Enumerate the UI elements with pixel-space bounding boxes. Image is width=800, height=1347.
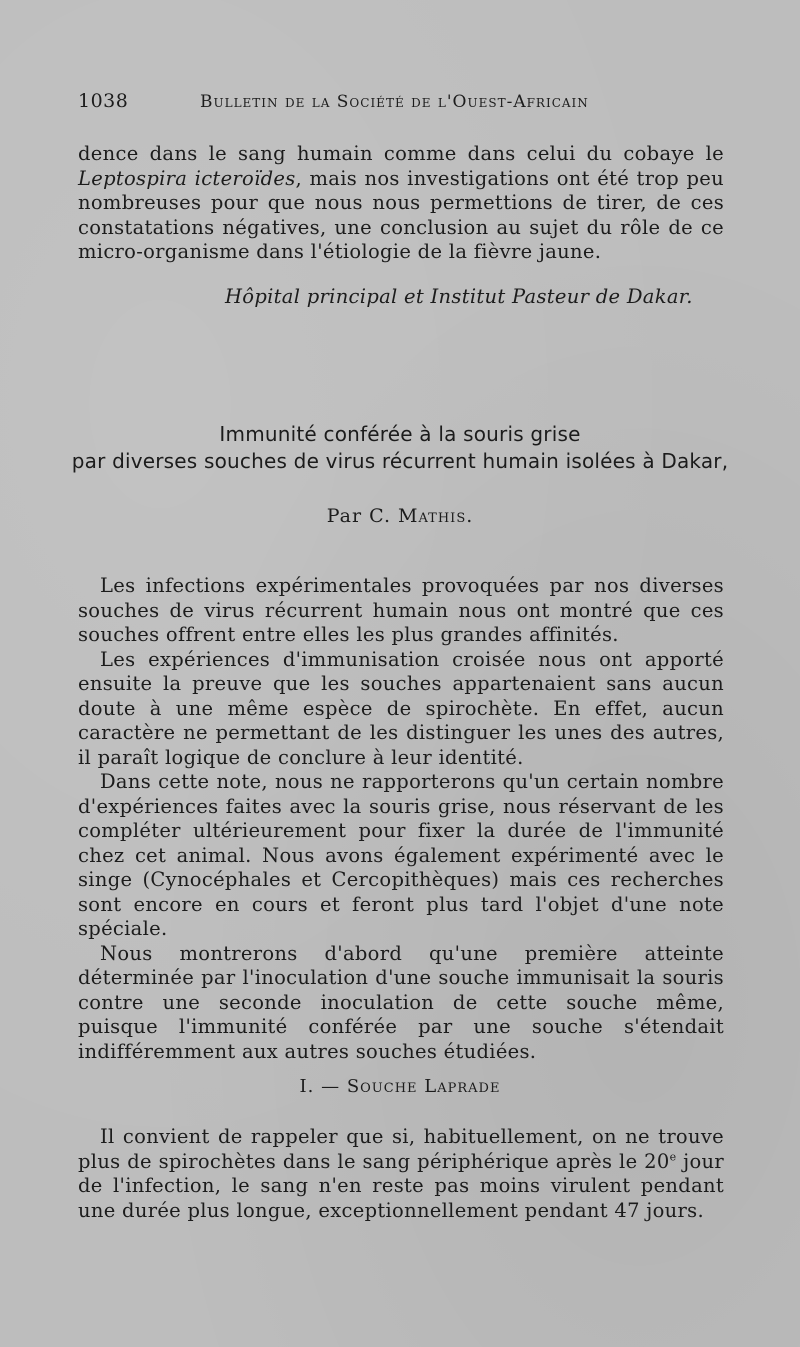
ordinal-superscript: e bbox=[669, 1150, 677, 1163]
continued-paragraph-text bbox=[78, 142, 724, 265]
continued-paragraph bbox=[78, 142, 724, 265]
continued-text-part2: , mais nos investigations ont été trop peu nombreuses pour que nous nous permettions de tirer, de ces constatations négatives, une conclusion au sujet du rôle de ce micro-organisme dans l'étiologie de la fièvre jaune. bbox=[78, 166, 724, 263]
paragraph: Les expériences d'immunisation croisée nous ont apporté ensuite la preuve que les souches appartenaient sans aucun doute à une même espèce de spirochète. En effet, aucun caractère ne permettant de les distinguer les unes des autres, il paraît logique de conclure à leur identité. bbox=[78, 647, 724, 769]
section-body bbox=[78, 1125, 724, 1223]
paragraph: Nous montrerons d'abord qu'une première atteinte déterminée par l'inoculation d'une souche immunisait la souris contre une seconde inoculation de cette souche même, puisque l'immunité conférée par une souche s'étendait indifféremment aux autres souches étudiées. bbox=[78, 941, 724, 1063]
section-text-part2: jour de l'infection, le sang n'en reste pas moins virulent pendant une durée plus longue, exceptionnellement pendant 47 jours. bbox=[78, 1149, 724, 1222]
species-name: Leptospira icteroïdes bbox=[78, 166, 296, 190]
section-paragraph bbox=[78, 1125, 724, 1223]
affiliation: Hôpital principal et Institut Pasteur de Dakar. bbox=[225, 285, 693, 308]
byline bbox=[0, 505, 800, 527]
article-title-line2: par diverses souches de virus récurrent humain isolées à Dakar, bbox=[71, 449, 729, 473]
author-name: Mathis. bbox=[398, 505, 474, 527]
page-number: 1038 bbox=[78, 90, 129, 112]
article-title bbox=[60, 421, 740, 475]
journal-title: Bulletin de la Société de l'Ouest-Africain bbox=[200, 92, 589, 112]
section-heading: I. — Souche Laprade bbox=[299, 1076, 501, 1097]
paragraph: Les infections expérimentales provoquées par nos diverses souches de virus récurrent humain nous ont montré que ces souches offrent entre elles les plus grandes affinités. bbox=[78, 574, 724, 646]
section-text-part1: Il convient de rappeler que si, habituellement, on ne trouve plus de spirochètes dans le sang périphérique après le 20 bbox=[78, 1125, 724, 1173]
article-title-line1: Immunité conférée à la souris grise bbox=[219, 422, 581, 446]
byline-prefix: Par C. bbox=[326, 505, 399, 527]
paragraph: Dans cette note, nous ne rapporterons qu'un certain nombre d'expériences faites avec la souris grise, nous réservant de les compléter ultérieurement pour fixer la durée de l'immunité chez cet animal. Nous avons également expérimenté avec le singe (Cynocéphales et Cercopithèques) mais ces recherches sont encore en cours et feront plus tard l'objet d'une note spéciale. bbox=[78, 770, 724, 940]
continued-text-part1: dence dans le sang humain comme dans celui du cobaye le bbox=[78, 142, 724, 165]
body-text bbox=[78, 574, 724, 1064]
running-head bbox=[78, 90, 728, 116]
